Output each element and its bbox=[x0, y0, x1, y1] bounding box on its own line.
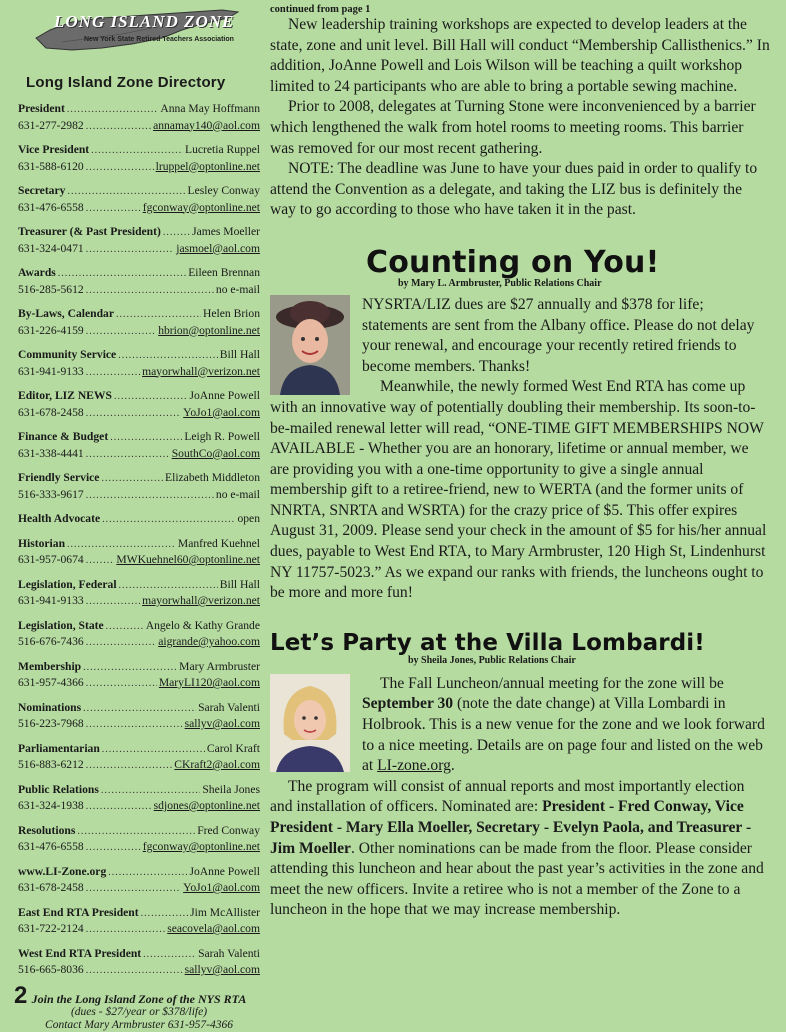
entry-email-link[interactable]: SouthCo@aol.com bbox=[171, 446, 260, 460]
article2-p1-middle: (note the date change) at Villa Lombardi in Holbrook. This is a new venue for the zone and we look forward to a nice meeting. Details are on page four and listed on the web at bbox=[362, 695, 765, 775]
entry-name: Carol Kraft bbox=[206, 741, 260, 755]
entry-no-email: no e-mail bbox=[215, 282, 260, 296]
entry-phone: 631-722-2124 bbox=[18, 922, 84, 935]
armbruster-photo bbox=[270, 295, 350, 395]
directory-entry bbox=[18, 618, 260, 651]
luncheon-date: September 30 bbox=[362, 695, 454, 713]
intro-paragraph-3: NOTE: The deadline was June to have your dues paid in order to qualify to attend the Convention as a delegate, and taking the LIZ bus is definitely the way to go according to those who have taken it in the past. bbox=[270, 160, 758, 219]
entry-email-link[interactable]: sallyv@aol.com bbox=[184, 963, 260, 976]
entry-role-row bbox=[18, 142, 260, 159]
join-line-1: Join the Long Island Zone of the NYS RTA bbox=[31, 991, 247, 1006]
leader-dots bbox=[86, 119, 151, 135]
directory-entry bbox=[18, 388, 260, 421]
leader-dots bbox=[91, 143, 183, 159]
nominees-list: President - Fred Conway, Vice President - Mary Ella Moeller, Secretary - Evelyn Paola, and Treasurer - Jim Moeller bbox=[270, 798, 752, 857]
entry-phone: 631-678-2458 bbox=[18, 881, 84, 894]
entry-contact-row bbox=[18, 593, 260, 610]
leader-dots bbox=[86, 963, 183, 979]
entry-name: Angelo & Kathy Grande bbox=[145, 618, 260, 632]
directory-entry bbox=[18, 905, 260, 938]
entry-no-email: no e-mail bbox=[215, 487, 260, 501]
entry-contact-row bbox=[18, 962, 260, 979]
intro-paragraph-2: Prior to 2008, delegates at Turning Stone were inconvenienced by a barrier which lengthened the walk from hotel rooms to meeting rooms. This barrier was removed for our most recent gathering. bbox=[270, 98, 756, 157]
entry-role: Vice President bbox=[18, 143, 90, 156]
entry-role: President bbox=[18, 102, 65, 115]
join-notice bbox=[20, 993, 258, 1032]
entry-role: Health Advocate bbox=[18, 512, 101, 525]
article2-p1-start: The Fall Luncheon/annual meeting for the zone will be bbox=[380, 674, 724, 692]
leader-dots bbox=[114, 389, 188, 405]
entry-role: Friendly Service bbox=[18, 471, 100, 484]
entry-role: Finance & Budget bbox=[18, 430, 109, 443]
article2-p2-start: The program will consist of annual reports and most importantly election and installation of officers. Nominated are: bbox=[270, 777, 745, 816]
leader-dots bbox=[101, 783, 201, 799]
entry-role-row bbox=[18, 511, 260, 528]
entry-email-link[interactable]: fgconway@optonline.net bbox=[142, 840, 260, 853]
article2-body bbox=[270, 674, 770, 921]
entry-phone: 631-324-0471 bbox=[18, 241, 84, 255]
entry-contact-row bbox=[18, 487, 260, 504]
entry-email-link[interactable]: fgconway@optonline.net bbox=[142, 200, 260, 214]
directory-entry bbox=[18, 429, 260, 462]
entry-name: Leigh R. Powell bbox=[184, 430, 260, 443]
entry-email-link[interactable]: annamay140@aol.com bbox=[153, 118, 260, 132]
entry-contact-row bbox=[18, 634, 260, 651]
leader-dots bbox=[67, 184, 185, 200]
directory-entry bbox=[18, 142, 260, 175]
leader-dots bbox=[86, 799, 152, 815]
entry-contact-row bbox=[18, 757, 260, 774]
entry-contact-row bbox=[18, 675, 260, 692]
entry-email-link[interactable]: sdjones@optonline.net bbox=[153, 799, 260, 812]
entry-contact-row bbox=[18, 552, 260, 569]
entry-role: East End RTA President bbox=[18, 905, 139, 919]
leader-dots bbox=[108, 865, 187, 881]
directory-sidebar bbox=[12, 8, 260, 1032]
entry-name: Lesley Conway bbox=[187, 184, 260, 197]
entry-role: By-Laws, Calendar bbox=[18, 307, 114, 320]
logo-title: LONG ISLAND ZONE bbox=[54, 12, 235, 31]
entry-contact-row bbox=[18, 323, 260, 340]
entry-name: Sarah Valenti bbox=[198, 700, 260, 714]
entry-role: Public Relations bbox=[18, 782, 99, 796]
entry-name: Anna May Hoffmann bbox=[160, 102, 260, 115]
entry-phone: 631-957-0674 bbox=[18, 553, 84, 566]
entry-role-row bbox=[18, 700, 260, 717]
entry-email-link[interactable]: MaryLI120@aol.com bbox=[158, 676, 260, 689]
entry-role-row bbox=[18, 347, 260, 364]
entry-name: Eileen Brennan bbox=[188, 266, 260, 279]
entry-contact-row bbox=[18, 405, 260, 422]
jones-photo bbox=[270, 674, 350, 772]
entry-contact-row bbox=[18, 159, 260, 176]
entry-role: Membership bbox=[18, 659, 82, 673]
entry-role-row bbox=[18, 265, 260, 282]
entry-phone: 631-957-4366 bbox=[18, 676, 84, 689]
article1-body bbox=[270, 295, 770, 604]
entry-role: Legislation, Federal bbox=[18, 577, 117, 591]
leader-dots bbox=[106, 619, 144, 635]
leader-dots bbox=[86, 553, 115, 569]
entry-name: Elizabeth Middleton bbox=[165, 471, 260, 484]
entry-phone: 516-223-7968 bbox=[18, 717, 84, 730]
directory-entry bbox=[18, 577, 260, 610]
entry-contact-row bbox=[18, 118, 260, 135]
entry-contact-row bbox=[18, 798, 260, 815]
main-column bbox=[270, 0, 770, 921]
entry-phone: 631-476-6558 bbox=[18, 200, 84, 214]
article2-paragraph-2 bbox=[270, 777, 770, 921]
article1-paragraph-2: Meanwhile, the newly formed West End RTA has come up with an innovative way of potentially doubling their membership. Its soon-to-be-mailed renewal letter will read, “ONE-TIME GIFT MEMBERSHIPS NOW AVAILABLE - Whether you are an honorary, lifetime or annual member, we are providing you with a one-time opportunity to give a single annual membership gift to a retiree-friend, new to WERTA (and the former units of NNRTA, SNRTA and WSRTA) for the crazy price of $5. This offer expires August 31, 2009. Please send your check in the amount of $5 for his/her annual dues, payable to West End RTA, to Mary Armbruster, 120 High St, Lindenhurst NY 11757-5023.” As we expand our ranks with friends, the luncheons ought to be more and more fun! bbox=[270, 378, 767, 602]
entry-email-link[interactable]: sallyv@aol.com bbox=[184, 717, 260, 730]
directory-list bbox=[12, 101, 260, 979]
entry-phone: 516-333-9617 bbox=[18, 487, 84, 501]
leader-dots bbox=[86, 594, 140, 610]
entry-role: Nominations bbox=[18, 700, 82, 714]
entry-role-row bbox=[18, 782, 260, 799]
leader-dots bbox=[141, 906, 189, 922]
li-zone-web-link[interactable]: LI-zone.org bbox=[377, 757, 451, 775]
entry-name: Jim McAllister bbox=[190, 905, 260, 919]
entry-name: Sarah Valenti bbox=[198, 946, 260, 960]
directory-entry bbox=[18, 946, 260, 979]
directory-entry bbox=[18, 183, 260, 216]
page-number: 2 bbox=[14, 982, 28, 1009]
entry-role-row bbox=[18, 864, 260, 881]
leader-dots bbox=[102, 512, 235, 528]
leader-dots bbox=[86, 242, 175, 258]
entry-role: Editor, LIZ NEWS bbox=[18, 389, 112, 402]
article1-byline: by Mary L. Armbruster, Public Relations Chair bbox=[398, 277, 602, 289]
entry-contact-row bbox=[18, 364, 260, 381]
leader-dots bbox=[102, 742, 205, 758]
entry-role: Community Service bbox=[18, 348, 117, 361]
leader-dots bbox=[86, 840, 141, 856]
entry-role: www.LI-Zone.org bbox=[18, 864, 107, 878]
directory-entry bbox=[18, 224, 260, 257]
villa-lombardi-headline: Let’s Party at the Villa Lombardi! bbox=[270, 629, 705, 656]
entry-email-link[interactable]: mayorwhall@verizon.net bbox=[142, 594, 260, 607]
directory-entry bbox=[18, 306, 260, 339]
long-island-zone-logo bbox=[32, 8, 242, 56]
entry-name: Bill Hall bbox=[219, 348, 260, 361]
entry-phone: 516-676-7436 bbox=[18, 635, 84, 648]
entry-email-link[interactable]: mayorwhall@verizon.net bbox=[142, 364, 260, 378]
entry-name: Sheila Jones bbox=[202, 782, 260, 796]
article2-p2-end: . Other nominations can be made from the floor. Please consider attending this luncheon and hear about the past year’s activities in the zone and meet the new officers. Invite a retiree who is not a member of the Zone to a luncheon in the hope that we may increase membership. bbox=[270, 839, 764, 919]
leader-dots bbox=[86, 758, 173, 774]
directory-entry bbox=[18, 823, 260, 856]
entry-phone: 631-338-4441 bbox=[18, 446, 84, 460]
entry-name: Lucretia Ruppel bbox=[184, 143, 260, 156]
entry-phone: 631-277-2982 bbox=[18, 118, 84, 132]
entry-contact-row bbox=[18, 880, 260, 897]
leader-dots bbox=[86, 406, 181, 422]
leader-dots bbox=[86, 201, 141, 217]
entry-email-link[interactable]: hbrion@optonline.net bbox=[158, 323, 260, 337]
entry-phone: 631-678-2458 bbox=[18, 405, 84, 419]
leader-dots bbox=[86, 324, 156, 340]
entry-role-row bbox=[18, 577, 260, 594]
entry-phone: 631-588-6120 bbox=[18, 159, 84, 173]
directory-entry bbox=[18, 511, 260, 528]
leader-dots bbox=[83, 660, 177, 676]
entry-role-row bbox=[18, 536, 260, 553]
leader-dots bbox=[86, 283, 214, 299]
entry-role-row bbox=[18, 618, 260, 635]
entry-role-row bbox=[18, 306, 260, 323]
leader-dots bbox=[86, 160, 154, 176]
leader-dots bbox=[67, 102, 159, 118]
leader-dots bbox=[86, 881, 181, 897]
entry-phone: 631-941-9133 bbox=[18, 594, 84, 607]
directory-entry bbox=[18, 101, 260, 134]
entry-email-link[interactable]: seacovela@aol.com bbox=[167, 922, 260, 935]
entry-role-row bbox=[18, 823, 260, 840]
entry-contact-row bbox=[18, 446, 260, 463]
entry-role-row bbox=[18, 388, 260, 405]
directory-entry bbox=[18, 782, 260, 815]
entry-role: West End RTA President bbox=[18, 946, 142, 960]
directory-entry bbox=[18, 265, 260, 298]
entry-role-row bbox=[18, 741, 260, 758]
entry-email-link[interactable]: YoJo1@aol.com bbox=[183, 881, 260, 894]
entry-name: open bbox=[237, 512, 260, 525]
leader-dots bbox=[86, 717, 183, 733]
entry-phone: 631-476-6558 bbox=[18, 840, 84, 853]
leader-dots bbox=[86, 365, 140, 381]
entry-email-link[interactable]: MWKuehnel60@optonline.net bbox=[116, 553, 260, 566]
leader-dots bbox=[118, 348, 218, 364]
entry-contact-row bbox=[18, 716, 260, 733]
leader-dots bbox=[77, 824, 195, 840]
leader-dots bbox=[86, 635, 157, 651]
entry-email-link[interactable]: jasmoel@aol.com bbox=[176, 241, 260, 255]
leader-dots bbox=[163, 225, 190, 241]
entry-name: James Moeller bbox=[192, 225, 260, 238]
entry-phone: 631-324-1938 bbox=[18, 799, 84, 812]
entry-name: Mary Armbruster bbox=[179, 659, 260, 673]
leader-dots bbox=[58, 266, 186, 282]
entry-email-link[interactable]: CKraft2@aol.com bbox=[174, 758, 260, 771]
leader-dots bbox=[67, 537, 176, 553]
leader-dots bbox=[83, 701, 196, 717]
entry-role-row bbox=[18, 905, 260, 922]
entry-role: Awards bbox=[18, 266, 56, 279]
counting-on-you-headline: Counting on You! bbox=[366, 244, 660, 280]
directory-entry bbox=[18, 347, 260, 380]
intro-paragraph-1: New leadership training workshops are expected to develop leaders at the state, zone and unit level. Bill Hall will conduct “Membership Callisthenics.” In addition, JoAnne Powell and Lois Wilson will be teaching a quilt workshop limited to 24 participants who are able to bring a portable sewing machine. bbox=[270, 16, 770, 95]
article2-byline: by Sheila Jones, Public Relations Chair bbox=[408, 654, 576, 666]
directory-entry bbox=[18, 536, 260, 569]
directory-title: Long Island Zone Directory bbox=[26, 74, 226, 91]
leader-dots bbox=[86, 676, 157, 692]
leader-dots bbox=[86, 488, 214, 504]
leader-dots bbox=[143, 947, 196, 963]
entry-role: Treasurer (& Past President) bbox=[18, 225, 161, 238]
entry-phone: 516-285-5612 bbox=[18, 282, 84, 296]
entry-role-row bbox=[18, 946, 260, 963]
entry-name: JoAnne Powell bbox=[189, 389, 260, 402]
entry-role-row bbox=[18, 470, 260, 487]
entry-name: Helen Brion bbox=[203, 307, 260, 320]
entry-role: Historian bbox=[18, 536, 66, 550]
entry-name: JoAnne Powell bbox=[189, 864, 260, 878]
join-line-3: Contact Mary Armbruster 631-957-4366 bbox=[45, 1018, 233, 1031]
leader-dots bbox=[116, 307, 201, 323]
leader-dots bbox=[110, 430, 182, 446]
logo-subtitle: New York State Retired Teachers Association bbox=[84, 36, 234, 43]
entry-contact-row bbox=[18, 282, 260, 299]
entry-contact-row bbox=[18, 200, 260, 217]
entry-role: Legislation, State bbox=[18, 618, 104, 632]
leader-dots bbox=[101, 471, 163, 487]
entry-role: Secretary bbox=[18, 184, 66, 197]
entry-email-link[interactable]: lruppel@optonline.net bbox=[155, 159, 260, 173]
directory-entry bbox=[18, 659, 260, 692]
entry-name: Fred Conway bbox=[197, 823, 260, 837]
entry-email-link[interactable]: aigrande@yahoo.com bbox=[158, 635, 260, 648]
article2-p1-end: . bbox=[450, 757, 455, 775]
entry-role: Resolutions bbox=[18, 823, 76, 837]
entry-contact-row bbox=[18, 921, 260, 938]
entry-role-row bbox=[18, 224, 260, 241]
entry-role: Parliamentarian bbox=[18, 741, 100, 755]
directory-entry bbox=[18, 864, 260, 897]
entry-role-row bbox=[18, 659, 260, 676]
article1-paragraph-1: NYSRTA/LIZ dues are $27 annually and $378 for life; statements are sent from the Albany office. Please do not delay your renewal, and encourage your recently retired friends to become members. Thanks! bbox=[362, 295, 755, 375]
directory-entry bbox=[18, 700, 260, 733]
directory-entry bbox=[18, 741, 260, 774]
leader-dots bbox=[86, 447, 170, 463]
leader-dots bbox=[86, 922, 166, 938]
entry-contact-row bbox=[18, 241, 260, 258]
entry-name: Manfred Kuehnel bbox=[177, 536, 260, 550]
join-line-2: (dues - $27/year or $378/life) bbox=[70, 1005, 208, 1018]
leader-dots bbox=[119, 578, 218, 594]
entry-phone: 516-665-8036 bbox=[18, 963, 84, 976]
directory-entry bbox=[18, 470, 260, 503]
entry-contact-row bbox=[18, 839, 260, 856]
continued-note: continued from page 1 bbox=[270, 4, 371, 15]
entry-role-row bbox=[18, 429, 260, 446]
entry-phone: 516-883-6212 bbox=[18, 758, 84, 771]
entry-email-link[interactable]: YoJo1@aol.com bbox=[183, 405, 260, 419]
entry-name: Bill Hall bbox=[219, 577, 260, 591]
entry-phone: 631-226-4159 bbox=[18, 323, 84, 337]
entry-role-row bbox=[18, 101, 260, 118]
entry-role-row bbox=[18, 183, 260, 200]
entry-phone: 631-941-9133 bbox=[18, 364, 84, 378]
